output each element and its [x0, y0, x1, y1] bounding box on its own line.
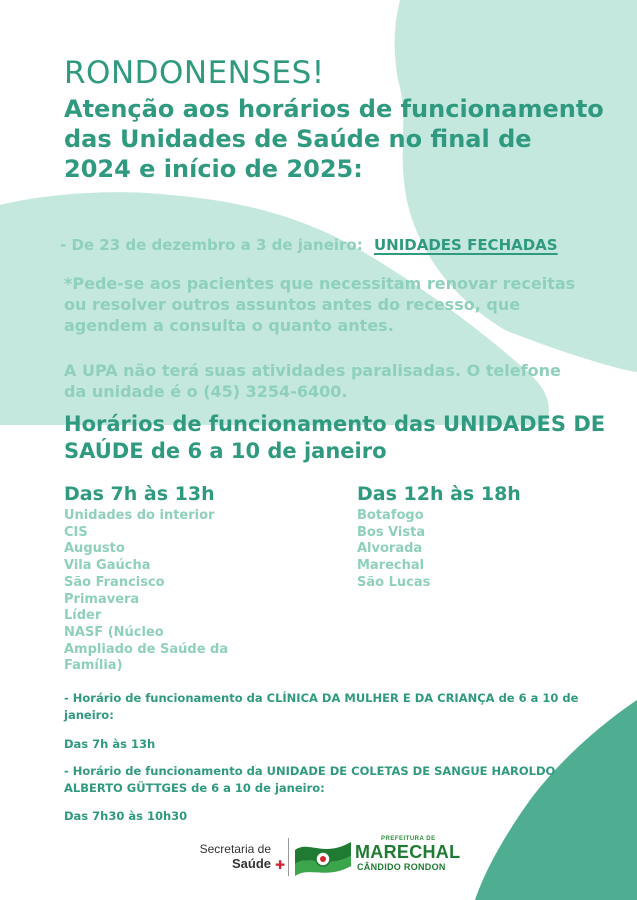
secretaria-line2: Saúde [231, 856, 271, 871]
headline: RONDONENSES! [64, 55, 325, 91]
unit-item: São Lucas [357, 574, 431, 590]
prefeitura-city: CÂNDIDO RONDON [357, 862, 446, 872]
secretaria-line1: Secretaria de [199, 842, 271, 856]
unit-item: Líder [64, 608, 102, 624]
unit-item: Primavera [64, 591, 140, 607]
unit-item: Bos Vista [357, 524, 426, 540]
clinic-notice: - Horário de funcionamento da CLÍNICA DA MULHER E DA CRIANÇA de 6 a 10 de janeiro: [64, 691, 579, 722]
prefeitura-name: MARECHAL [355, 842, 461, 862]
unit-item: Unidades do interior [64, 508, 215, 523]
closure-line [60, 236, 558, 254]
morning-units-list [64, 508, 234, 675]
unit-item: Botafogo [357, 508, 424, 523]
red-cross-icon: ✚ [275, 858, 286, 872]
unit-item: Alvorada [357, 541, 423, 557]
closure-status: UNIDADES FECHADAS [373, 236, 558, 254]
secretaria-logo [191, 842, 271, 871]
afternoon-units-list [357, 508, 527, 592]
unit-item: Vila Gaúcha [64, 558, 151, 574]
blood-unit-hours: Das 7h30 às 10h30 [64, 809, 188, 823]
clinic-hours: Das 7h às 13h [64, 737, 156, 751]
afternoon-hours-title: Das 12h às 18h [357, 483, 521, 505]
footer-logos [185, 832, 485, 882]
hours-title: Horários de funcionamento das UNIDADES DE SAÚDE de 6 a 10 de janeiro [64, 412, 606, 463]
upa-notice: A UPA não terá suas atividades paralisadas. O telefone da unidade é o (45) 3254-6400. [64, 361, 561, 401]
municipal-flag-icon [293, 836, 353, 880]
unit-item: CIS [64, 524, 88, 540]
blood-unit-notice: - Horário de funcionamento da UNIDADE DE COLETAS DE SANGUE HAROLDO ALBERTO GÜTTGES de 6 a 10 de janeiro: [64, 764, 556, 795]
appointment-note: *Pede-se aos pacientes que necessitam renovar receitas ou resolver outros assuntos antes do recesso, que agendem a consulta o quanto antes. [64, 274, 576, 335]
unit-item: São Francisco [64, 574, 165, 590]
closure-period: - De 23 de dezembro a 3 de janeiro: [60, 236, 363, 254]
logo-divider [288, 838, 289, 876]
unit-item: NASF (Núcleo Ampliado de Saúde da Família) [64, 624, 229, 674]
morning-hours-title: Das 7h às 13h [64, 483, 215, 505]
prefeitura-label: PREFEITURA DE [381, 836, 436, 842]
unit-item: Marechal [357, 558, 425, 574]
unit-item: Augusto [64, 541, 125, 557]
attention-title: Atenção aos horários de funcionamento das Unidades de Saúde no final de 2024 e início de 2025: [64, 95, 604, 183]
